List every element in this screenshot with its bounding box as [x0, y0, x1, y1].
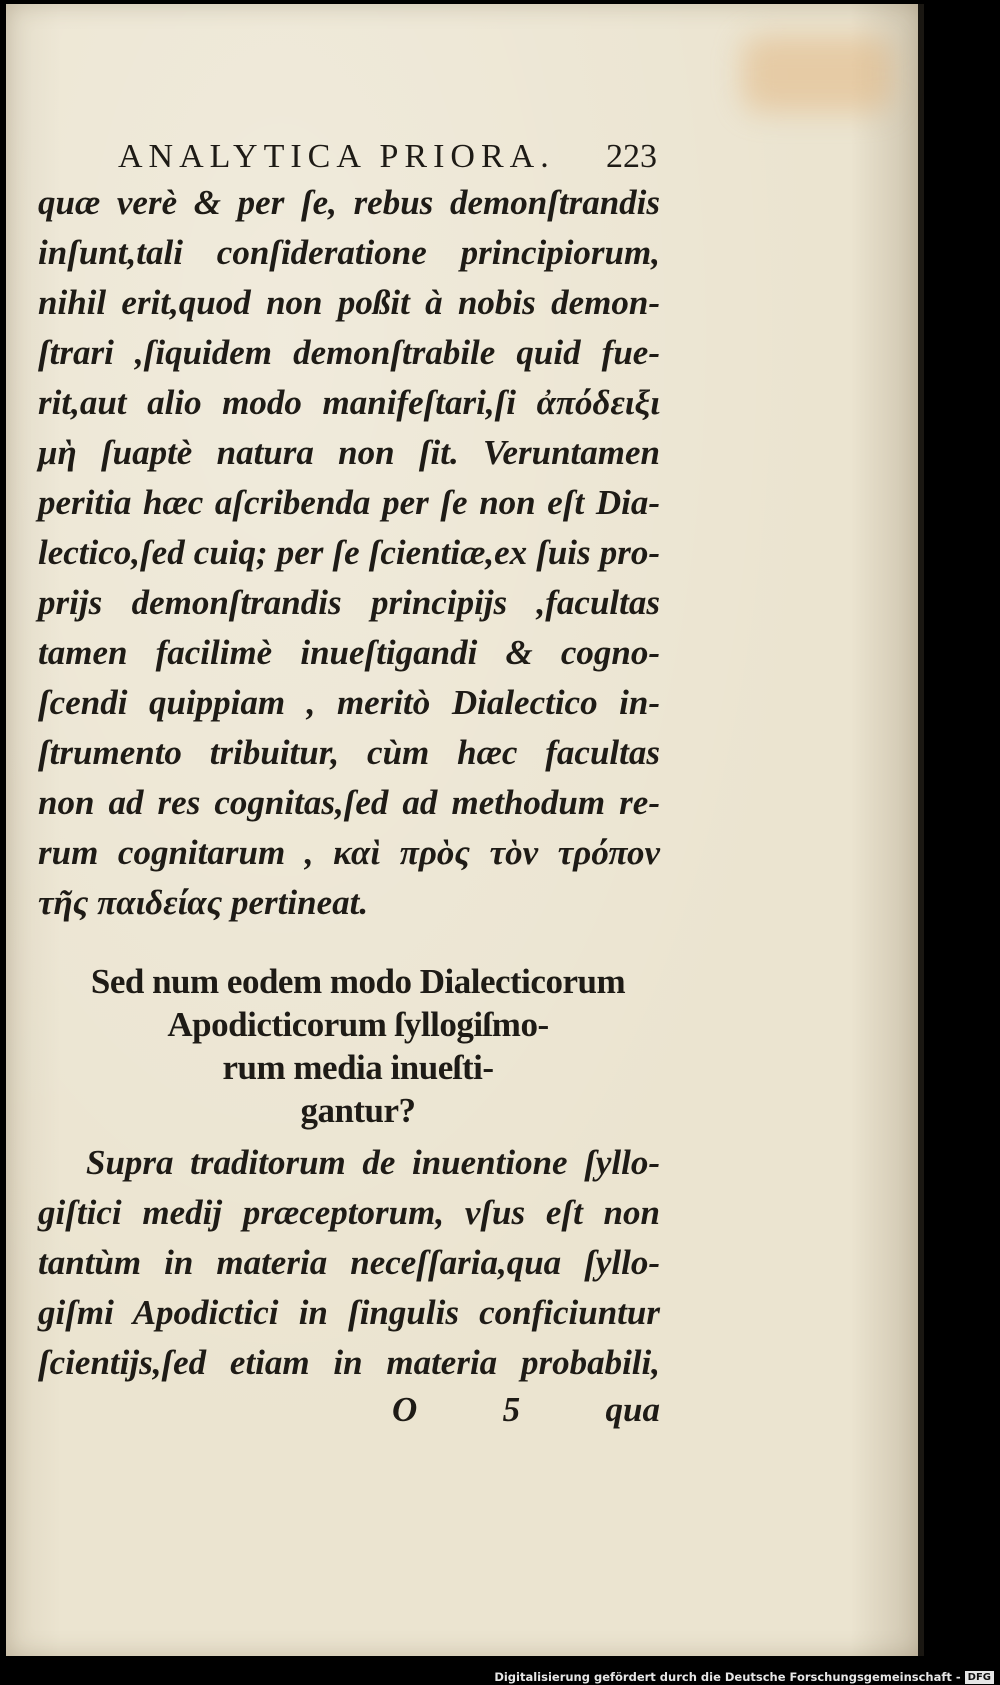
heading-line: Apodicticorum ſyllogiſmo- [167, 1005, 549, 1044]
dfg-logo: DFG [965, 1671, 994, 1684]
text-line: ſtrumento tribuitur, cùm hæc facultas [38, 733, 660, 772]
text-line: inſunt,tali conſideratione principiorum, [38, 233, 660, 272]
text-line: prijs demonſtrandis principijs ,facultas [38, 583, 660, 622]
heading-line: rum media inueſti- [222, 1048, 494, 1087]
text-line: tantùm in materia neceſſaria,qua ſyllo- [38, 1243, 660, 1282]
text-line: ſcendi quippiam , meritò Dialectico in- [38, 683, 660, 722]
text-line: lectico,ſed cuiq; per ſe ſcientiæ,ex ſuis pro- [38, 533, 660, 572]
text-line: τῆς παιδείας pertineat. [38, 883, 369, 922]
text-line: non ad res cognitas,ſed ad methodum re- [38, 783, 660, 822]
text-line: giſmi Apodictici in ſingulis conficiuntur [38, 1293, 660, 1332]
main-text-block [38, 178, 660, 928]
heading-line: Sed num eodem modo Dialecticorum [90, 962, 626, 1001]
stain-mark [742, 36, 892, 112]
section-heading [38, 960, 678, 1132]
text-line: peritia hæc aſcribenda per ſe non eſt Dia- [38, 483, 660, 522]
text-line: μὴ ſuaptè natura non ſit. Veruntamen [38, 433, 660, 472]
text-line: tamen facilimè inueſtigandi & cogno- [38, 633, 660, 672]
text-line: giſtici medij præceptorum, vſus eſt non [38, 1193, 660, 1232]
heading-line: gantur? [300, 1091, 416, 1130]
text-line: Supra traditorum de inuentione ſyllo- [86, 1143, 660, 1182]
digitization-credit [494, 1670, 994, 1684]
text-line: ſtrari ,ſiquidem demonſtrabile quid fue- [38, 333, 660, 372]
signature-mark: O [392, 1390, 418, 1429]
second-text-block [38, 1138, 660, 1388]
text-line: nihil erit,quod non poßit à nobis demon- [38, 283, 660, 322]
running-title: ANALYTICA PRIORA. [118, 138, 555, 175]
text-line: quæ verè & per ſe, rebus demonſtrandis [38, 183, 660, 222]
catchline [392, 1390, 660, 1430]
page-number: 223 [606, 138, 657, 175]
text-line: rit,aut alio modo manifeſtari,ſi ἀπόδειξι [38, 383, 660, 422]
book-spine [918, 4, 924, 1656]
credit-text: Digitalisierung gefördert durch die Deutsche Forschungsgemeinschaft - [494, 1670, 961, 1684]
signature-number: 5 [502, 1390, 521, 1429]
text-line: ſcientijs,ſed etiam in materia probabili, [38, 1343, 660, 1382]
catchword: qua [605, 1390, 660, 1429]
text-line: rum cognitarum , καὶ πρὸς τὸν τρόπον [38, 833, 660, 872]
